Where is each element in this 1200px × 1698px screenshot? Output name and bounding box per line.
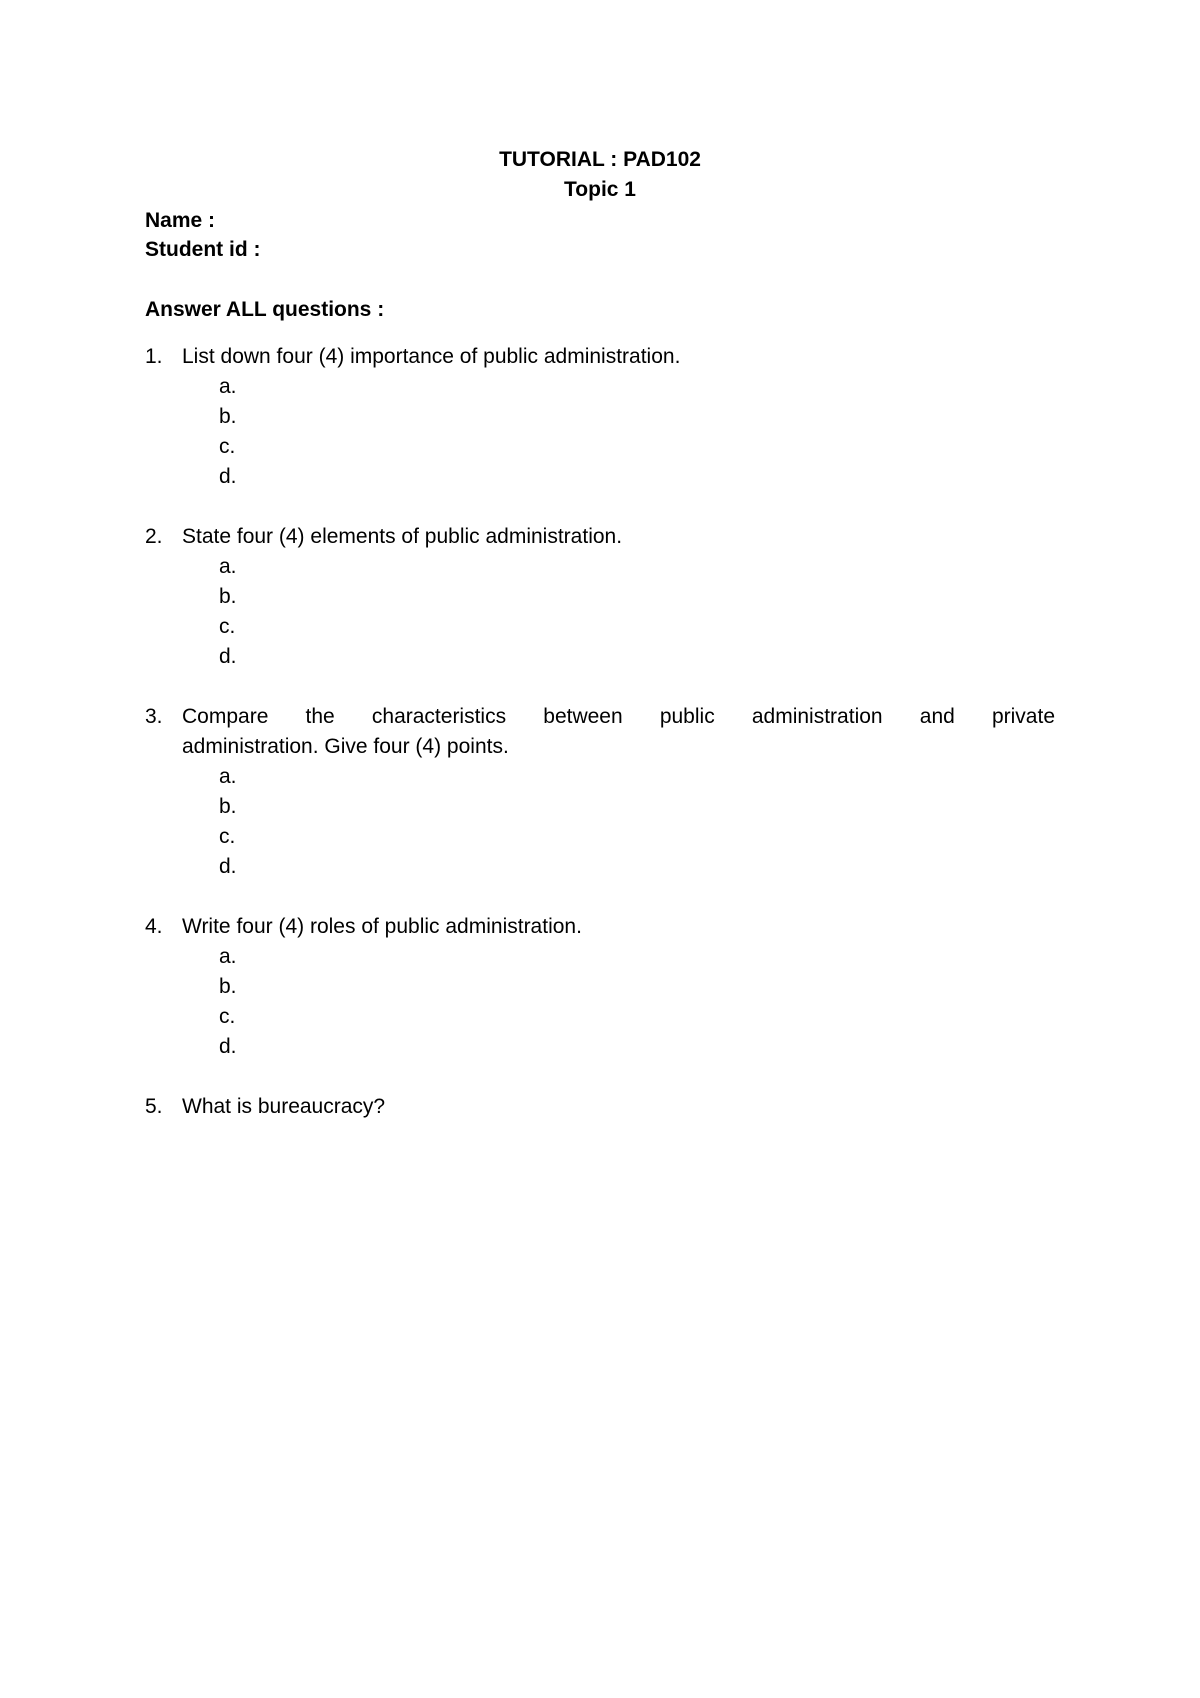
answer-item: b. <box>219 405 237 428</box>
answer-list <box>145 372 1055 492</box>
question-number: 5. <box>145 1095 163 1118</box>
answer-list <box>145 552 1055 672</box>
answer-item: b. <box>219 795 237 818</box>
answer-item: d. <box>219 645 237 668</box>
student-id-label: Student id : <box>145 238 261 261</box>
answer-list <box>145 762 1055 882</box>
document-title: TUTORIAL : PAD102 <box>499 148 701 171</box>
question-number: 4. <box>145 915 163 938</box>
answer-item: c. <box>219 435 236 458</box>
document-subtitle: Topic 1 <box>564 178 636 201</box>
answer-item: c. <box>219 825 236 848</box>
question-text-continued: administration. Give four (4) points. <box>182 735 509 758</box>
answer-item: d. <box>219 1035 237 1058</box>
answer-item: c. <box>219 615 236 638</box>
question-1 <box>145 342 1055 492</box>
answer-item: a. <box>219 375 237 398</box>
question-3 <box>145 702 1055 882</box>
name-label: Name : <box>145 209 216 232</box>
question-number: 1. <box>145 345 163 368</box>
question-text: State four (4) elements of public administration. <box>182 525 623 548</box>
answer-item: a. <box>219 555 237 578</box>
instructions-heading: Answer ALL questions : <box>145 298 385 321</box>
question-text: Compare the characteristics between public administration and private <box>182 705 1055 728</box>
answer-item: b. <box>219 975 237 998</box>
question-text: What is bureaucracy? <box>182 1095 386 1118</box>
question-text: List down four (4) importance of public administration. <box>182 345 681 368</box>
question-number: 3. <box>145 705 163 728</box>
answer-item: c. <box>219 1005 236 1028</box>
answer-list <box>145 942 1055 1062</box>
answer-item: a. <box>219 765 237 788</box>
question-5 <box>145 1092 1055 1122</box>
answer-item: d. <box>219 855 237 878</box>
question-text: Write four (4) roles of public administration. <box>182 915 582 938</box>
answer-item: d. <box>219 465 237 488</box>
answer-item: b. <box>219 585 237 608</box>
question-4 <box>145 912 1055 1062</box>
question-2 <box>145 522 1055 672</box>
answer-item: a. <box>219 945 237 968</box>
question-number: 2. <box>145 525 163 548</box>
